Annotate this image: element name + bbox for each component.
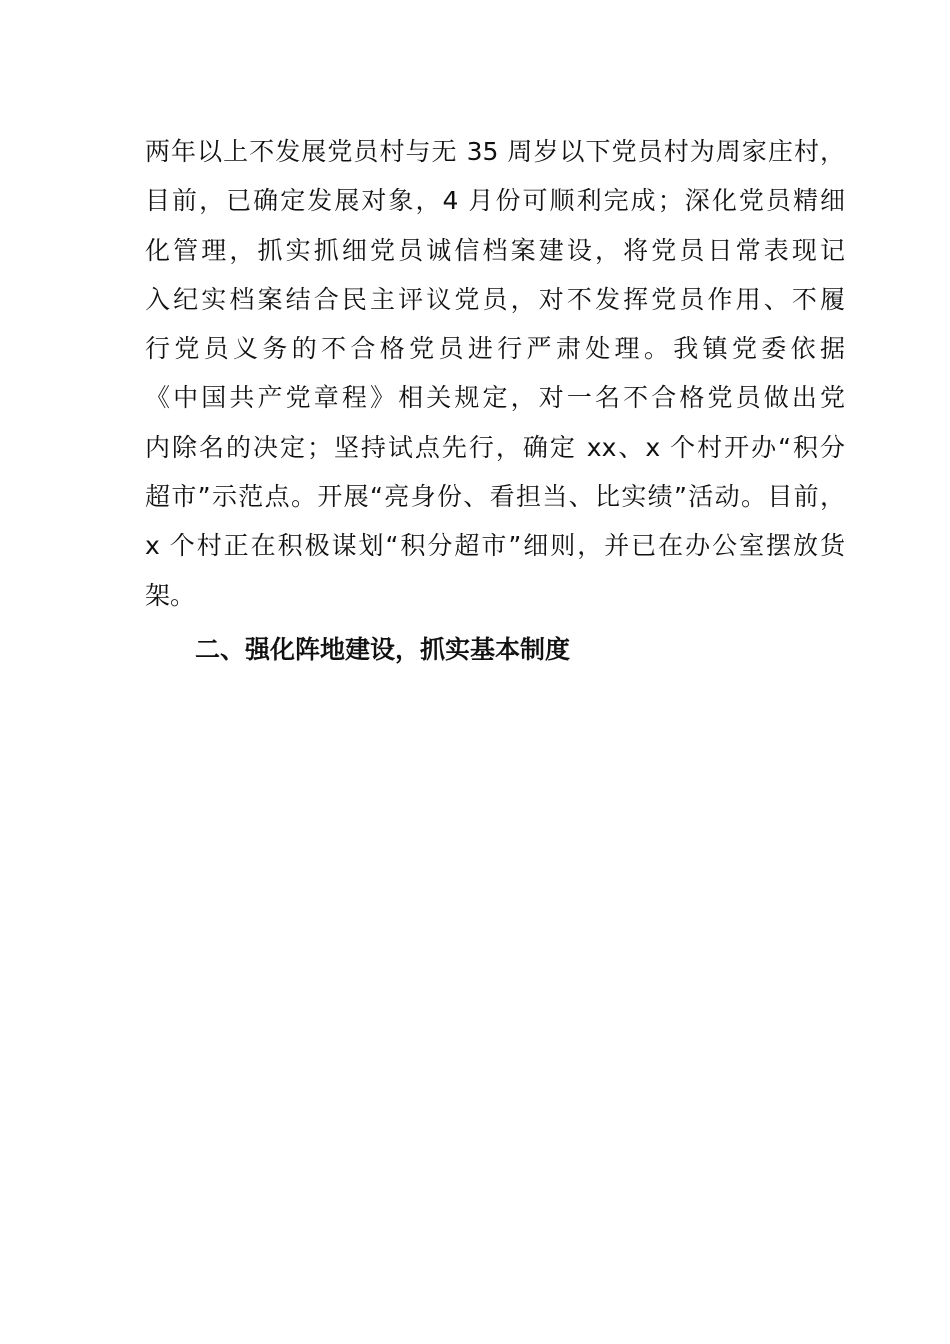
section-heading: 二、强化阵地建设，抓实基本制度 bbox=[195, 635, 571, 664]
body-paragraph bbox=[145, 127, 845, 620]
paragraph-line: 架。 bbox=[145, 580, 196, 610]
paragraph-line: x 个村正在积极谋划“积分超市”细则，并已在办公室摆放货 bbox=[145, 531, 845, 561]
paragraph-line: 两年以上不发展党员村与无 35 周岁以下党员村为周家庄村， bbox=[145, 137, 845, 166]
paragraph-line: 目前，已确定发展对象，4 月份可顺利完成；深化党员精细 bbox=[145, 186, 845, 216]
paragraph-line: 入纪实档案结合民主评议党员，对不发挥党员作用、不履 bbox=[145, 284, 845, 314]
paragraph-line: 行党员义务的不合格党员进行严肃处理。我镇党委依据 bbox=[145, 334, 845, 364]
paragraph-line: 内除名的决定；坚持试点先行，确定 xx、x 个村开办“积分 bbox=[145, 432, 845, 462]
paragraph-line: 《中国共产党章程》相关规定，对一名不合格党员做出党 bbox=[145, 383, 845, 413]
paragraph-line: 化管理，抓实抓细党员诚信档案建设，将党员日常表现记 bbox=[145, 235, 845, 265]
paragraph-line: 超市”示范点。开展“亮身份、看担当、比实绩”活动。目前， bbox=[145, 482, 845, 512]
